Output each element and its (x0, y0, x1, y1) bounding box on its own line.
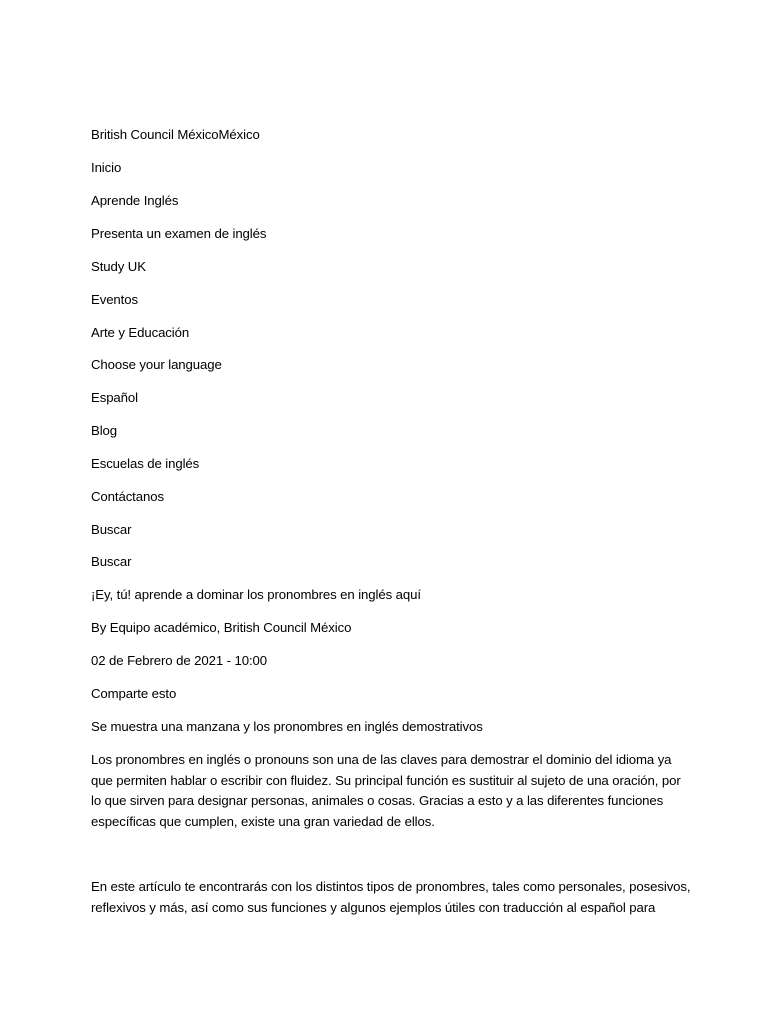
nav-item-choose-language: Choose your language (91, 357, 222, 372)
article-byline: By Equipo académico, British Council México (91, 620, 352, 635)
image-caption: Se muestra una manzana y los pronombres en inglés demostrativos (91, 719, 483, 734)
article-paragraph-1: Los pronombres en inglés o pronouns son una de las claves para demostrar el dominio del idioma ya que permiten hablar o escribir con fluidez. Su principal función es sustituir al sujeto de una oración, por lo que sirven para designar personas, animales o cosas. Gracias a esto y a las diferentes funciones específicas que cumplen, existe una gran variedad de ellos. (91, 752, 681, 829)
article-paragraph-2: En este artículo te encontrarás con los distintos tipos de pronombres, tales como personales, posesivos, reflexivos y más, así como sus funciones y algunos ejemplos útiles con traducción al español para (91, 879, 691, 915)
share-label: Comparte esto (91, 686, 177, 701)
article-date: 02 de Febrero de 2021 - 10:00 (91, 653, 267, 668)
site-title: British Council MéxicoMéxico (91, 127, 260, 142)
nav-item-examen: Presenta un examen de inglés (91, 226, 267, 241)
nav-item-arte-educacion: Arte y Educación (91, 325, 190, 340)
nav-item-contactanos: Contáctanos (91, 489, 164, 504)
nav-item-buscar: Buscar (91, 522, 132, 537)
nav-item-study-uk: Study UK (91, 259, 146, 274)
nav-item-inicio: Inicio (91, 160, 122, 175)
nav-item-espanol: Español (91, 390, 138, 405)
nav-item-buscar-2: Buscar (91, 554, 132, 569)
nav-item-aprende-ingles: Aprende Inglés (91, 193, 179, 208)
nav-item-escuelas: Escuelas de inglés (91, 456, 200, 471)
nav-item-eventos: Eventos (91, 292, 138, 307)
nav-item-blog: Blog (91, 423, 117, 438)
article-title: ¡Ey, tú! aprende a dominar los pronombres en inglés aquí (91, 587, 421, 602)
